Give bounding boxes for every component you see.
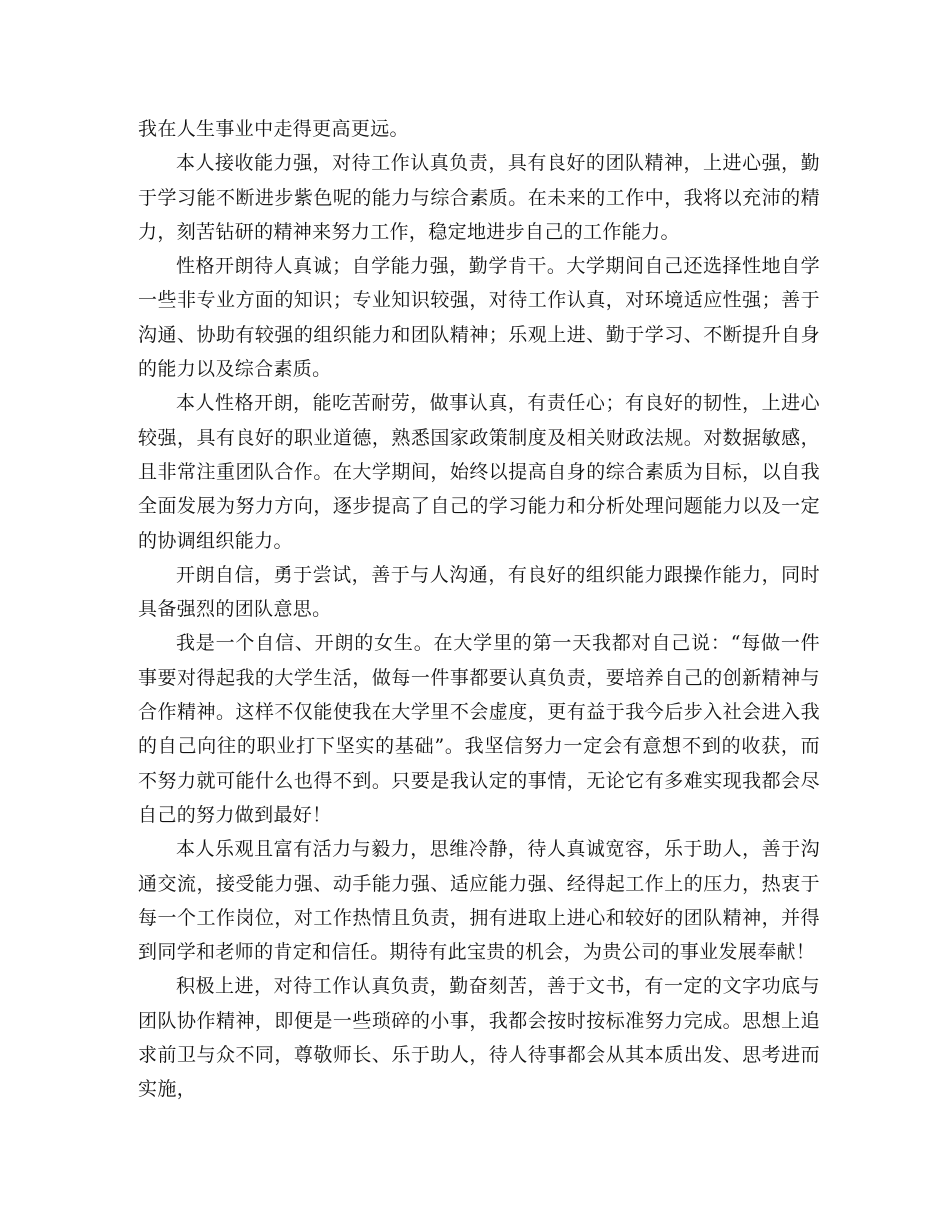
paragraph: 本人乐观且富有活力与毅力，思维冷静，待人真诚宽容，乐于助人，善于沟通交流，接受能力强、动手能力强、适应能力强、经得起工作上的压力，热衷于每一个工作岗位，对工作热情且负责，拥有进取上进心和较好的团队精神，并得到同学和老师的肯定和信任。期待有此宝贵的机会，为贵公司的事业发展奉献！ [138, 838, 820, 964]
document-body [138, 112, 820, 1107]
paragraph: 开朗自信，勇于尝试，善于与人沟通，有良好的组织能力跟操作能力，同时具备强烈的团队意思。 [138, 563, 820, 621]
paragraph: 性格开朗待人真诚；自学能力强，勤学肯干。大学期间自己还选择性地自学一些非专业方面的知识；专业知识较强，对待工作认真，对环境适应性强；善于沟通、协助有较强的组织能力和团队精神；乐观上进、勤于学习、不断提升自身的能力以及综合素质。 [138, 255, 820, 381]
paragraph: 本人性格开朗，能吃苦耐劳，做事认真，有责任心；有良好的韧性，上进心较强，具有良好的职业道德，熟悉国家政策制度及相关财政法规。对数据敏感，且非常注重团队合作。在大学期间，始终以提高自身的综合素质为目标，以自我全面发展为努力方向，逐步提高了自己的学习能力和分析处理问题能力以及一定的协调组织能力。 [138, 392, 820, 552]
paragraph: 本人接收能力强，对待工作认真负责，具有良好的团队精神，上进心强，勤于学习能不断进步紫色呢的能力与综合素质。在未来的工作中，我将以充沛的精力，刻苦钻研的精神来努力工作，稳定地进步自己的工作能力。 [138, 152, 820, 243]
paragraph: 积极上进，对待工作认真负责，勤奋刻苦，善于文书，有一定的文字功底与团队协作精神，即便是一些琐碎的小事，我都会按时按标准努力完成。思想上追求前卫与众不同，尊敬师长、乐于助人，待人待事都会从其本质出发、思考进而实施， [138, 975, 820, 1101]
paragraph: 我是一个自信、开朗的女生。在大学里的第一天我都对自己说：“每做一件事要对得起我的大学生活，做每一件事都要认真负责，要培养自己的创新精神与合作精神。这样不仅能使我在大学里不会虚度，更有益于我今后步入社会进入我的自己向往的职业打下坚实的基础”。我坚信努力一定会有意想不到的收获，而不努力就可能什么也得不到。只要是我认定的事情，无论它有多难实现我都会尽自己的努力做到最好！ [138, 632, 820, 826]
paragraph-continuation: 我在人生事业中走得更高更远。 [138, 118, 409, 140]
